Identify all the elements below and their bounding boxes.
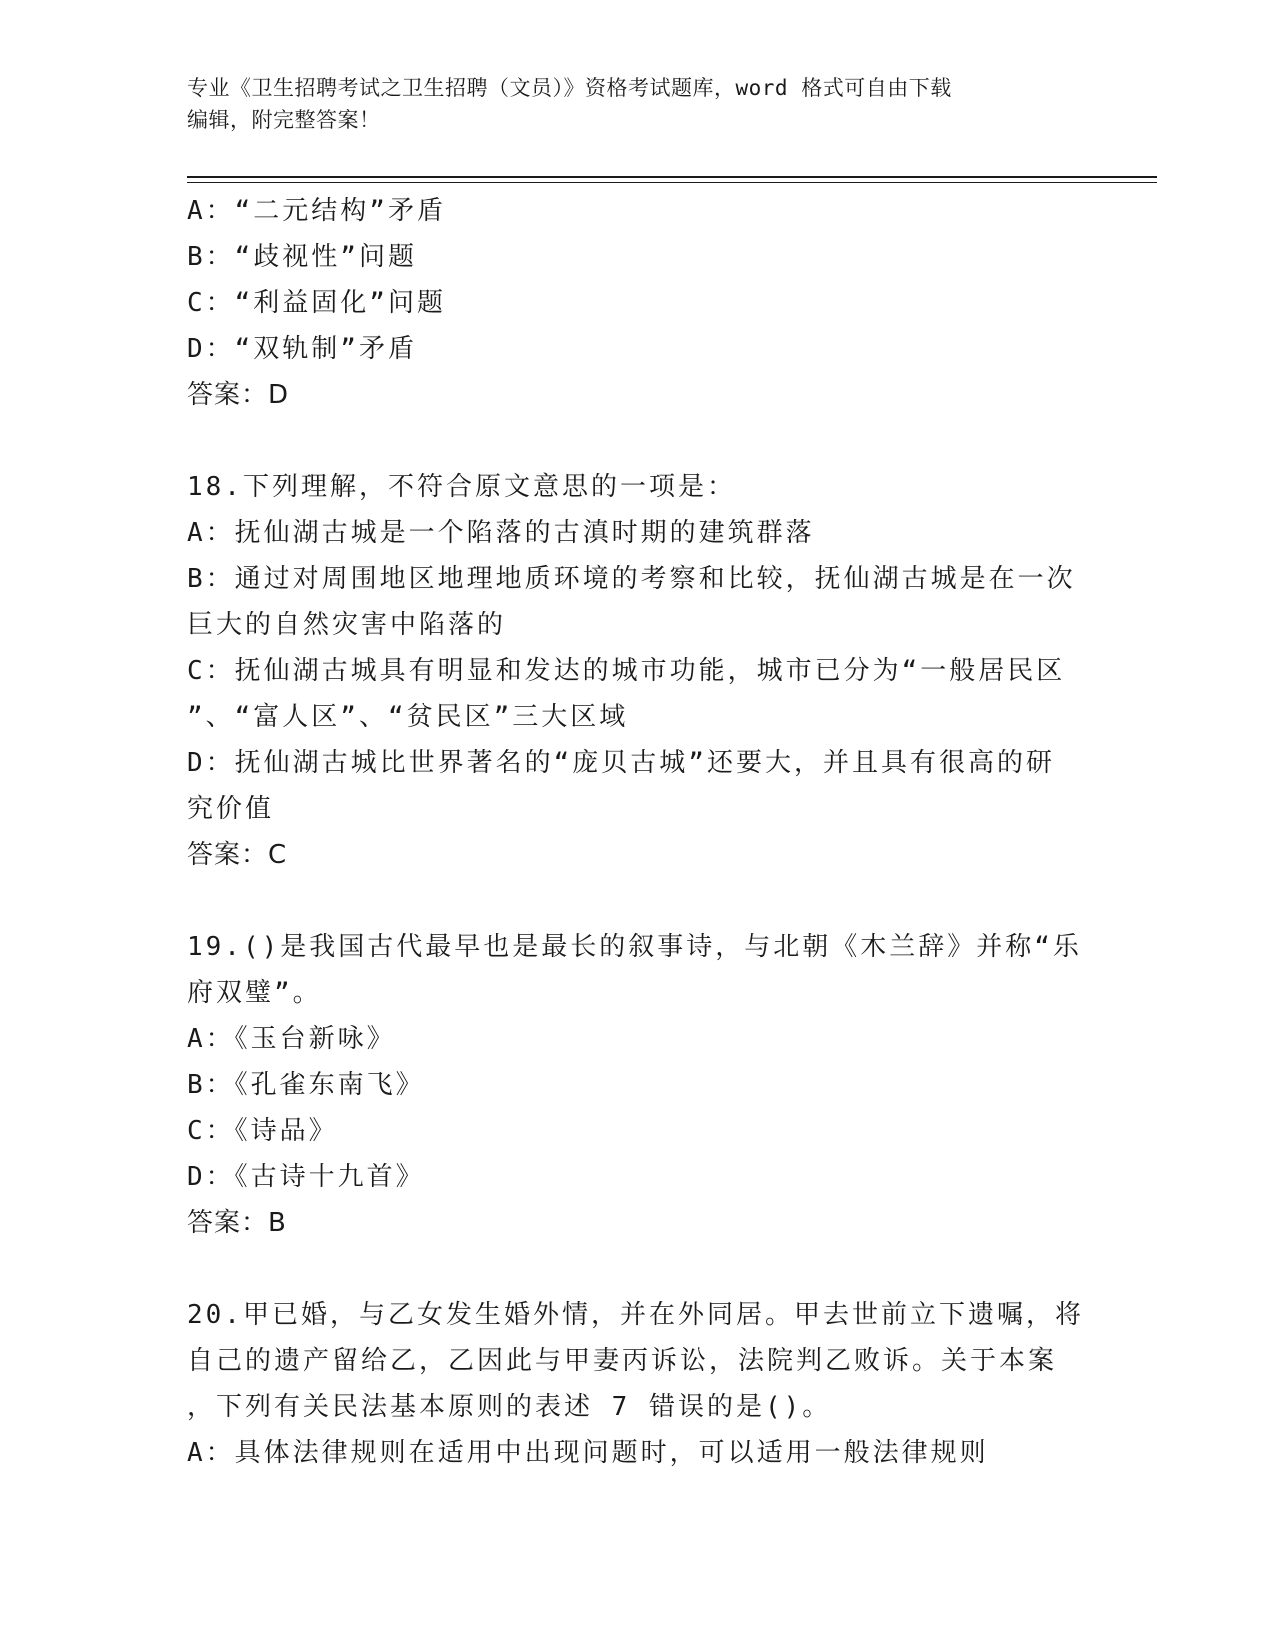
- option-b: B：《孔雀东南飞》: [187, 1070, 425, 1100]
- answer: 答案：B: [187, 1208, 287, 1238]
- spacer: [187, 1246, 1087, 1292]
- option-d: D：“双轨制”矛盾: [187, 334, 417, 364]
- question-18: [187, 464, 1087, 878]
- option-b: B：“歧视性”问题: [187, 242, 417, 272]
- question-20: [187, 1292, 1087, 1476]
- option-c: C：《诗品》: [187, 1116, 338, 1146]
- header-divider-thin: [187, 182, 1157, 183]
- option-c: C：“利益固化”问题: [187, 288, 446, 318]
- option-a: A：《玉台新咏》: [187, 1024, 396, 1054]
- question-stem-cont: 府双璧”。: [187, 978, 322, 1008]
- option-d: D：抚仙湖古城比世界著名的“庞贝古城”还要大，并且具有很高的研: [187, 748, 1055, 778]
- option-a: A：具体法律规则在适用中出现问题时，可以适用一般法律规则: [187, 1438, 989, 1468]
- option-c: C：抚仙湖古城具有明显和发达的城市功能，城市已分为“一般居民区: [187, 656, 1066, 686]
- option-c-cont: ”、“富人区”、“贫民区”三大区域: [187, 702, 629, 732]
- header-divider-thick: [187, 176, 1157, 178]
- header-line-1: 专业《卫生招聘考试之卫生招聘（文员）》资格考试题库，word 格式可自由下载: [187, 76, 952, 100]
- document-header: [187, 72, 1087, 136]
- question-stem-cont: 自己的遗产留给乙，乙因此与甲妻丙诉讼，法院判乙败诉。关于本案: [187, 1346, 1058, 1376]
- option-a: A：抚仙湖古城是一个陷落的古滇时期的建筑群落: [187, 518, 815, 548]
- question-stem: 19.()是我国古代最早也是最长的叙事诗，与北朝《木兰辞》并称“乐: [187, 932, 1082, 962]
- option-d-cont: 究价值: [187, 794, 275, 824]
- question-stem: 20.甲已婚，与乙女发生婚外情，并在外同居。甲去世前立下遗嘱，将: [187, 1300, 1084, 1330]
- option-b-cont: 巨大的自然灾害中陷落的: [187, 610, 507, 640]
- answer: 答案：D: [187, 380, 290, 410]
- spacer: [187, 878, 1087, 924]
- option-a: A：“二元结构”矛盾: [187, 196, 446, 226]
- question-17: [187, 188, 1087, 418]
- header-line-2: 编辑，附完整答案！: [187, 108, 381, 132]
- question-stem-cont: ，下列有关民法基本原则的表述 7 错误的是()。: [187, 1392, 832, 1422]
- option-d: D：《古诗十九首》: [187, 1162, 425, 1192]
- option-b: B：通过对周围地区地理地质环境的考察和比较，抚仙湖古城是在一次: [187, 564, 1076, 594]
- spacer: [187, 418, 1087, 464]
- question-19: [187, 924, 1087, 1246]
- question-stem: 18.下列理解，不符合原文意思的一项是：: [187, 472, 736, 502]
- question-content: [187, 188, 1087, 1476]
- answer: 答案：C: [187, 840, 288, 870]
